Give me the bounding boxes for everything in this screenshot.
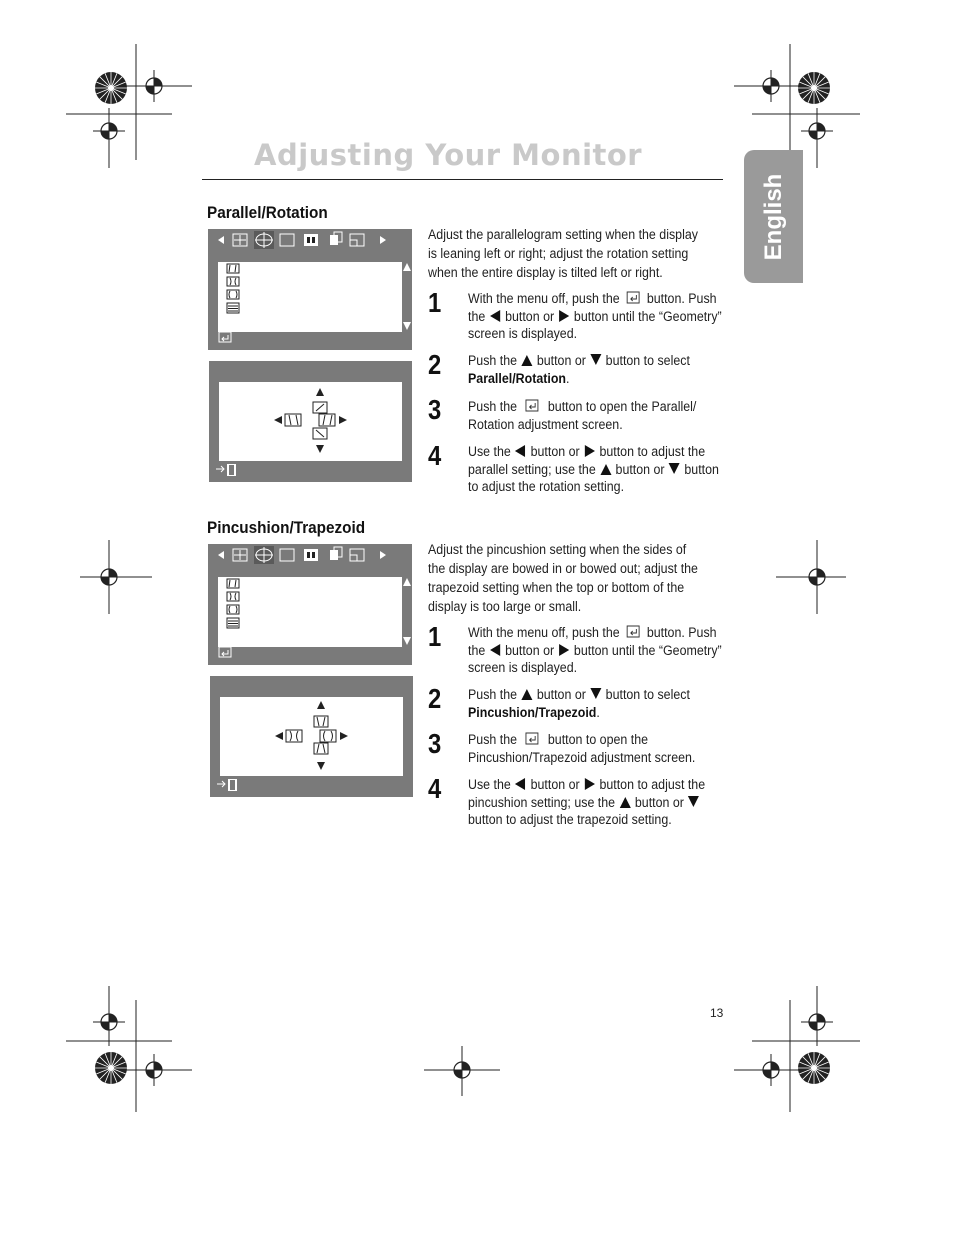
up-arrow-icon bbox=[520, 354, 533, 366]
section-intro: Adjust the parallelogram setting when the display is leaning left or right; adjust the rotation setting when the entire display is tilted left or right. bbox=[428, 227, 698, 280]
step-number: 1 bbox=[428, 287, 442, 318]
step-number: 2 bbox=[428, 683, 442, 714]
section-heading-pincushion-trapezoid: Pincushion/Trapezoid bbox=[207, 518, 366, 537]
step-number: 3 bbox=[428, 728, 442, 759]
pincushion-trapezoid-controls bbox=[220, 697, 403, 776]
down-arrow-icon bbox=[668, 463, 681, 475]
image-setup-icon bbox=[330, 547, 342, 560]
position-icon bbox=[233, 234, 247, 246]
language-tab-label: English bbox=[759, 173, 787, 260]
linearity-icon bbox=[227, 618, 239, 628]
down-arrow-icon bbox=[589, 688, 602, 700]
step-number: 3 bbox=[428, 394, 442, 425]
step-text: Use the button or button to adjust the parallel setting; use the button or button to adjust the rotation setting. bbox=[468, 444, 719, 494]
down-arrow-icon bbox=[317, 762, 325, 770]
color-icon bbox=[304, 234, 318, 246]
language-tab bbox=[744, 150, 803, 283]
advanced-icon bbox=[350, 234, 364, 246]
side-pin-balance-icon bbox=[227, 605, 239, 614]
step-text: With the menu off, push the button. Push the button or button until the “Geometry” screen is displayed. bbox=[468, 291, 722, 341]
section-heading-parallel-rotation: Parallel/Rotation bbox=[207, 203, 328, 222]
pincushion-trapezoid-adjust-area bbox=[220, 697, 403, 776]
right-arrow-icon bbox=[558, 310, 571, 322]
geometry-menu-screen bbox=[208, 544, 412, 665]
exit-icon bbox=[216, 777, 246, 793]
trapezoid-bottom-icon bbox=[314, 743, 328, 754]
section-intro: Adjust the pincushion setting when the sides of the display are bowed in or bowed out; adjust the trapezoid setting when the top or bottom of the display is too large or small. bbox=[428, 542, 698, 614]
rotate-cw-icon bbox=[313, 402, 327, 413]
left-arrow-icon bbox=[274, 416, 282, 424]
step-text: Push the button to open the Pincushion/Trapezoid adjustment screen. bbox=[468, 732, 696, 765]
down-arrow-icon bbox=[687, 796, 700, 808]
left-arrow-icon bbox=[514, 778, 527, 790]
parallel-rotation-adjust-area bbox=[219, 382, 402, 461]
parallel-left-icon bbox=[285, 414, 301, 426]
step-number: 4 bbox=[428, 440, 442, 471]
step-number: 1 bbox=[428, 621, 442, 652]
scroll-up-icon bbox=[403, 263, 411, 271]
rotate-ccw-icon bbox=[313, 428, 327, 439]
geometry-menu-list bbox=[218, 262, 402, 332]
geometry-menu-items bbox=[218, 262, 402, 332]
color-icon bbox=[304, 549, 318, 561]
enter-button-icon bbox=[623, 625, 643, 638]
enter-icon bbox=[219, 647, 231, 657]
scroll-up-icon bbox=[403, 578, 411, 586]
step-text: Push the button or button to select Pincushion/Trapezoid. bbox=[468, 687, 690, 720]
step-text: Push the button to open the Parallel/ Rotation adjustment screen. bbox=[468, 399, 697, 432]
parallel-rotation-icon bbox=[227, 264, 239, 273]
exit-icon bbox=[215, 462, 245, 478]
scroll-down-icon bbox=[403, 322, 411, 330]
enter-button-icon bbox=[623, 291, 643, 304]
right-arrow-icon bbox=[380, 236, 386, 244]
down-arrow-icon bbox=[589, 354, 602, 366]
menu-scrollbar bbox=[402, 262, 412, 342]
size-icon bbox=[280, 549, 294, 561]
page-title: Adjusting Your Monitor bbox=[254, 138, 643, 172]
enter-button-icon bbox=[520, 732, 544, 745]
scroll-down-icon bbox=[403, 637, 411, 645]
up-arrow-icon bbox=[599, 463, 612, 475]
pincushion-in-icon bbox=[286, 730, 302, 742]
step-text: With the menu off, push the button. Push the button or button until the “Geometry” screen is displayed. bbox=[468, 625, 722, 675]
title-rule bbox=[202, 179, 723, 180]
up-arrow-icon bbox=[520, 688, 533, 700]
size-icon bbox=[280, 234, 294, 246]
down-arrow-icon bbox=[316, 445, 324, 453]
up-arrow-icon bbox=[317, 701, 325, 709]
right-arrow-icon bbox=[380, 551, 386, 559]
up-arrow-icon bbox=[316, 388, 324, 396]
parallel-rotation-controls bbox=[219, 382, 402, 461]
right-arrow-icon bbox=[339, 416, 347, 424]
step-text: Use the button or button to adjust the pincushion setting; use the button or button to adjust the trapezoid setting. bbox=[468, 777, 706, 827]
pincushion-trapezoid-adjust-screen bbox=[210, 676, 413, 797]
left-arrow-icon bbox=[275, 732, 283, 740]
parallel-rotation-icon bbox=[227, 579, 239, 588]
geometry-menu-items bbox=[218, 577, 402, 647]
linearity-icon bbox=[227, 303, 239, 313]
left-arrow-icon bbox=[218, 236, 224, 244]
pincushion-out-icon bbox=[320, 730, 336, 742]
left-arrow-icon bbox=[514, 445, 527, 457]
right-arrow-icon bbox=[558, 644, 571, 656]
left-arrow-icon bbox=[218, 551, 224, 559]
up-arrow-icon bbox=[619, 796, 632, 808]
enter-button-icon bbox=[520, 399, 544, 412]
step-number: 2 bbox=[428, 349, 442, 380]
right-arrow-icon bbox=[340, 732, 348, 740]
right-arrow-icon bbox=[583, 445, 596, 457]
side-pin-balance-icon bbox=[227, 290, 239, 299]
pincushion-trapezoid-icon bbox=[227, 277, 239, 286]
step-number: 4 bbox=[428, 773, 442, 804]
right-arrow-icon bbox=[583, 778, 596, 790]
parallel-rotation-adjust-screen bbox=[209, 361, 412, 482]
enter-icon bbox=[219, 332, 231, 342]
parallel-right-icon bbox=[319, 414, 335, 426]
left-arrow-icon bbox=[489, 644, 502, 656]
menu-scrollbar bbox=[402, 577, 412, 657]
trapezoid-top-icon bbox=[314, 716, 328, 727]
advanced-icon bbox=[350, 549, 364, 561]
geometry-menu-screen bbox=[208, 229, 412, 350]
position-icon bbox=[233, 549, 247, 561]
pincushion-trapezoid-icon bbox=[227, 592, 239, 601]
step-text: Push the button or button to select Parallel/Rotation. bbox=[468, 353, 690, 386]
geometry-menu-list bbox=[218, 577, 402, 647]
image-setup-icon bbox=[330, 232, 342, 245]
left-arrow-icon bbox=[489, 310, 502, 322]
page-number: 13 bbox=[710, 1006, 724, 1020]
